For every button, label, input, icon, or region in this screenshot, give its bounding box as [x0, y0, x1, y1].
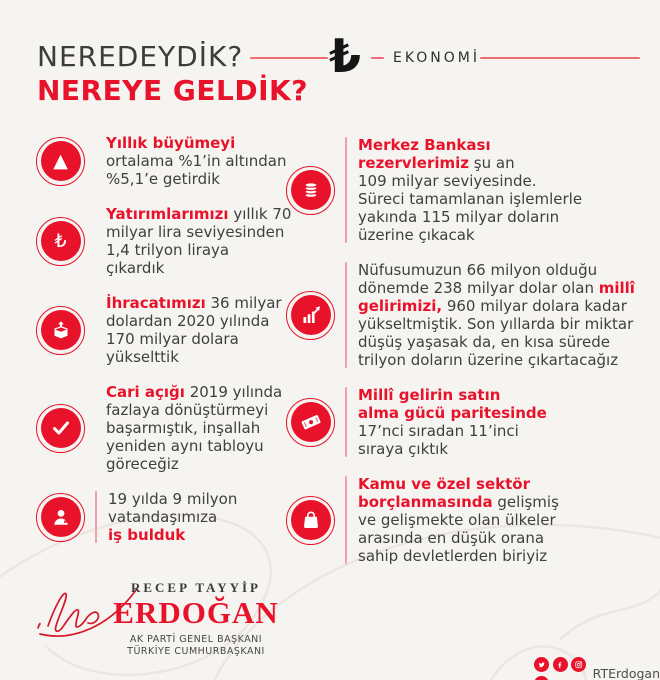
stat-icon-ring — [36, 137, 85, 186]
export-box-icon — [41, 310, 81, 350]
checkmark-icon — [41, 408, 81, 448]
stat-text-line: Merkez Bankası — [358, 136, 491, 154]
stat-icon-ring — [286, 398, 335, 447]
headline-line-2: NEREYE GELDİK? — [37, 74, 308, 107]
headline-line-1: NEREDEYDİK? — [37, 40, 244, 73]
banknote-icon — [291, 402, 331, 442]
twitter-icon — [534, 657, 549, 672]
stat-text-line: İhracatımızı 36 milyar — [106, 294, 282, 312]
stat-text — [106, 134, 287, 188]
stat-text — [358, 386, 547, 458]
stat-text-line: Yatırımlarımızı yıllık 70 — [106, 205, 292, 223]
stat-text-line: iş bulduk — [108, 526, 186, 544]
stat-text-line: %5,1’e getirdik — [106, 170, 220, 188]
social-icons-group — [534, 654, 591, 680]
stat-text-line: Kamu ve özel sektör — [358, 475, 530, 493]
worker-person-icon — [41, 497, 81, 537]
stat-text-line: fazlaya dönüştürmeyi — [106, 401, 269, 419]
stat-text-line: gelirimizi, 960 milyar dolara kadar — [358, 297, 627, 315]
stat-text-line: çıkardık — [106, 259, 165, 277]
coins-icon — [291, 170, 331, 210]
stat-item — [286, 475, 636, 565]
header-rule-dash — [371, 57, 384, 59]
stat-text-line: 109 milyar seviyesinde. — [358, 172, 537, 190]
stat-text — [106, 205, 291, 277]
stat-text — [358, 475, 559, 565]
stat-text-line: yakında 115 milyar doların — [358, 208, 560, 226]
stat-text-line: Yıllık büyümeyi — [106, 134, 236, 152]
signature-block — [112, 580, 280, 659]
stat-item — [286, 261, 636, 369]
growth-triangle-icon — [41, 141, 81, 181]
stat-text-line: dönemde 238 milyar dolar olan millî — [358, 279, 635, 297]
stat-text — [106, 383, 282, 473]
stat-text-line: Süreci tamamlanan işlemlerle — [358, 190, 583, 208]
stat-text — [106, 294, 282, 366]
header-rule-left — [250, 57, 328, 59]
stat-text-line: Millî gelirin satın — [358, 386, 501, 404]
stat-text-line: milyar lira seviyesinden — [106, 223, 285, 241]
stat-text-line: trilyon doların üzerine çıkartacağız — [358, 351, 619, 369]
stat-text-line: 17’nci sıradan 11’inci — [358, 422, 519, 440]
stat-item — [286, 136, 636, 244]
stat-text-line: borçlanmasında gelişmiş — [358, 493, 559, 511]
header-rule-right — [480, 57, 640, 59]
role-line-2: TÜRKİYE CUMHURBAŞKANI — [127, 646, 265, 658]
stat-text-line: düşüş yaşasak da, en kısa sürede — [358, 333, 610, 351]
stat-text — [358, 261, 635, 369]
stat-text-line: rezervlerimiz şu an — [358, 154, 515, 172]
stat-item — [36, 490, 266, 544]
item-divider — [345, 387, 347, 457]
stat-text-line: üzerine çıkacak — [358, 226, 475, 244]
stat-item — [286, 386, 636, 458]
stat-text-line: Nüfusumuzun 66 milyon olduğu — [358, 261, 598, 279]
bar-chart-up-icon — [291, 295, 331, 335]
stats-column-right — [286, 136, 636, 582]
stat-text-line: alma gücü paritesinde — [358, 404, 547, 422]
stat-text-line: 19 yılda 9 milyon — [108, 490, 238, 508]
stat-text — [108, 490, 237, 544]
stat-item — [36, 294, 282, 366]
stat-text-line: vatandaşımıza — [108, 508, 218, 526]
lira-symbol: ₺ — [329, 29, 362, 83]
stat-icon-ring — [36, 493, 85, 542]
surname-label: ERDOĞAN — [113, 595, 279, 630]
stat-text-line: ortalama %1’in altından — [106, 152, 287, 170]
stat-icon-ring — [286, 166, 335, 215]
stat-text-line: ve gelişmekte olan ülkeler — [358, 511, 556, 529]
item-divider — [345, 476, 347, 564]
stat-item — [36, 383, 283, 473]
category-label: EKONOMİ — [393, 50, 480, 66]
stat-icon-ring — [286, 496, 335, 545]
stat-item — [36, 134, 287, 188]
stat-text-line: dolardan 2020 yılında — [106, 312, 270, 330]
stat-text-line: arasında en düşük orana — [358, 529, 545, 547]
stat-text-line: sahip devletlerden biriyiz — [358, 547, 548, 565]
stat-text-line: 170 milyar dolara — [106, 330, 239, 348]
stat-text-line: sıraya çıktık — [358, 440, 449, 458]
item-divider — [345, 137, 347, 243]
social-bar — [534, 654, 660, 680]
lira-icon — [41, 221, 81, 261]
growth-triangle-icon: ▲ — [53, 149, 68, 172]
role-line-1: AK PARTİ GENEL BAŞKANI — [129, 633, 263, 645]
stat-icon-ring — [36, 217, 85, 266]
stat-icon-ring — [286, 291, 335, 340]
item-divider — [345, 262, 347, 368]
stat-text-line: yeniden aynı tabloyu — [106, 437, 264, 455]
social-handle: RTErdogan — [592, 665, 660, 680]
first-names-label: RECEP TAYYİP — [130, 580, 262, 595]
stat-text-line: yükselttik — [106, 348, 179, 366]
lira-icon: ₺ — [54, 229, 67, 252]
youtube-icon — [534, 676, 549, 680]
facebook-icon — [553, 657, 568, 672]
stats-column-left — [36, 134, 292, 561]
stat-text-line: yükseltmiştik. Son yıllarda bir miktar — [358, 315, 634, 333]
stat-text-line: başarmıştık, inşallah — [106, 419, 261, 437]
stat-text-line: göreceğiz — [106, 455, 179, 473]
stat-item — [36, 205, 292, 277]
stat-text-line: 1,4 trilyon liraya — [106, 241, 230, 259]
instagram-icon — [571, 657, 586, 672]
item-divider — [95, 491, 97, 543]
stat-icon-ring — [36, 404, 85, 453]
money-bag-icon — [291, 500, 331, 540]
stat-text-line: Cari açığı 2019 yılında — [106, 383, 283, 401]
stat-icon-ring — [36, 306, 85, 355]
stat-text — [358, 136, 582, 244]
